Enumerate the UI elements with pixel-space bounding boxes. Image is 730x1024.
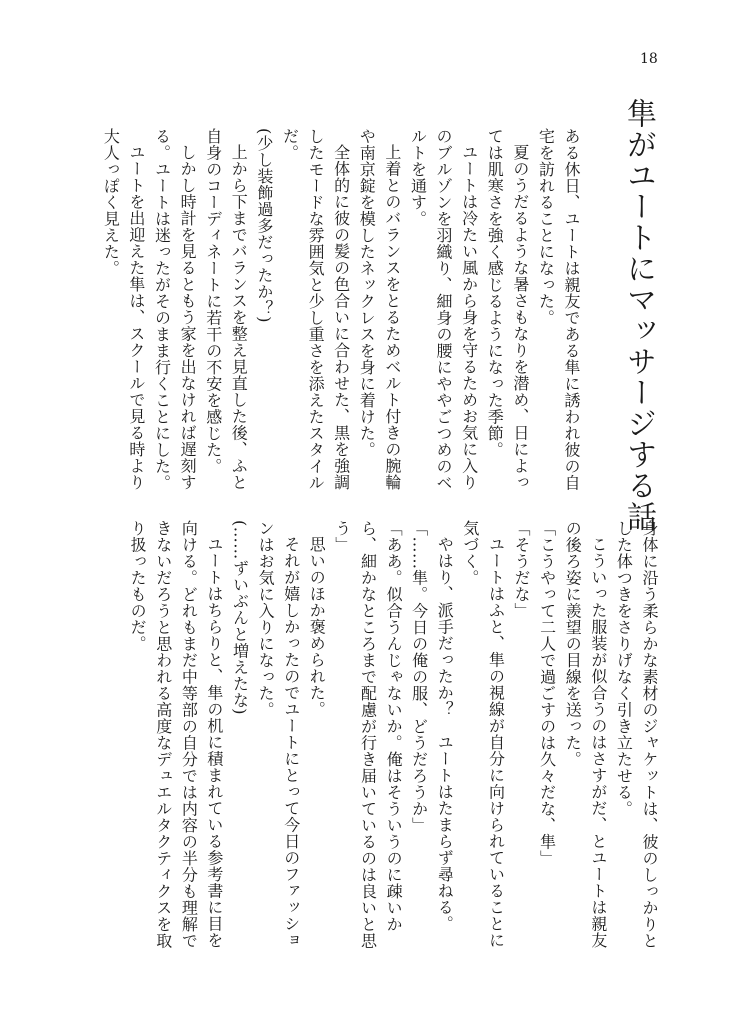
lower-text-block xyxy=(128,520,662,952)
paragraph: 上着とのバランスをとるためベルト付きの腕輪や南京錠を模したネックレスを身に着けた。 xyxy=(357,128,402,491)
paragraph: こういった服装が似合うのはさすがだ、とユートは親友の後ろ姿に羨望の目線を送った。 xyxy=(563,520,608,949)
chapter-title: 隼がユートにマッサージする話 xyxy=(621,98,656,532)
paragraph: 「……隼。今日の俺の服、どうだろうか」 xyxy=(409,520,429,834)
paragraph: 「ああ。似合うんじゃないか。俺はそういうのに疎いから、細かなところまで配慮が行き届いているのは良いと思う」 xyxy=(332,520,404,949)
paragraph: ユートを出迎えた隼は、スクールで見る時より大人っぽく見えた。 xyxy=(101,128,146,491)
upper-text-block xyxy=(101,128,584,500)
paragraph: ある休日、ユートは親友である隼に誘われ彼の自宅を訪れることになった。 xyxy=(536,128,581,491)
paragraph: しかし時計を見るともう家を出なければ遅刻する。ユートは迷ったがそのまま行くことにした。 xyxy=(152,128,198,491)
paragraph: (……ずいぶんと増えたな) xyxy=(230,520,250,715)
paragraph: ユートはちらりと、隼の机に積まれている参考書に目を向ける。どれもまだ中等部の自分では内容の半分も理解できないだろうと思われる高度なデュエルタクティクスを取り扱ったものだ。 xyxy=(128,520,224,949)
paragraph: 「こうやって二人で過ごすのは久々だな、隼」 xyxy=(537,520,557,867)
paragraph: 上から下までバランスを整え見直した後、ふと自身のコーディネートに若干の不安を感じた。 xyxy=(203,128,249,491)
paragraph: それが嬉しかったのでユートにとって今日のファッションはお気に入りになった。 xyxy=(256,520,301,949)
paragraph: ユートはふと、隼の視線が自分に向けられていることに気づく。 xyxy=(460,520,506,949)
paragraph: やはり、派手だったか？ ユートはたまらず尋ねる。 xyxy=(435,536,455,932)
paragraph: (少し装飾過多だったか？) xyxy=(254,128,274,323)
paragraph: 全体的に彼の髪の色合いに合わせた、黒を強調したモードな雰囲気と少し重さを添えたスタイルだ。 xyxy=(280,128,351,491)
paragraph: 思いのほか褒められた。 xyxy=(307,536,327,718)
paragraph: ユートは冷たい風から身を守るためお気に入りのブルゾンを羽織り、細身の腰にややごつめのベルトを通す。 xyxy=(408,128,479,491)
page-number: 18 xyxy=(640,51,658,67)
paragraph: 夏のうだるような暑さもなりを潜め、日によっては肌寒さを強く感じるようになった季節。 xyxy=(485,128,530,491)
paragraph: 身体に沿う柔らかな素材のジャケットは、彼のしっかりとした体つきをさりげなく引き立たせる。 xyxy=(614,520,659,949)
paragraph: 「そうだな」 xyxy=(512,520,532,619)
